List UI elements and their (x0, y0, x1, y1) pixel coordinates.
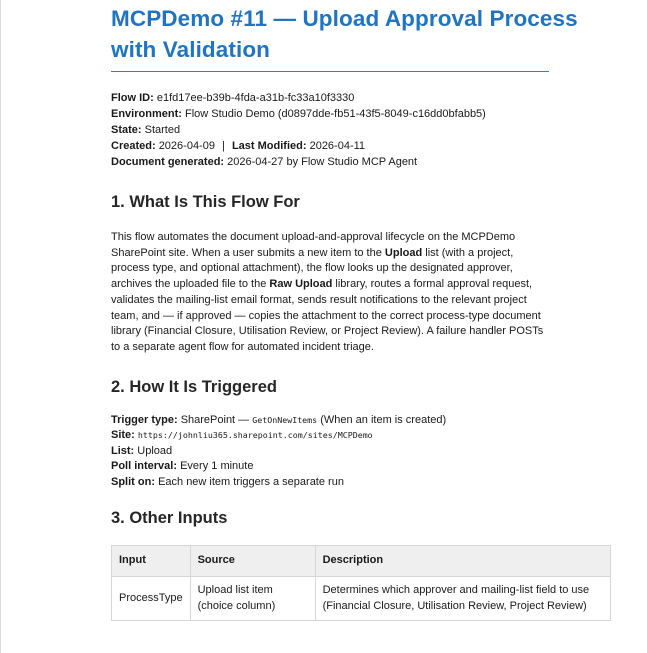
meta-generated (111, 154, 611, 170)
site-url: https://johnliu365.sharepoint.com/sites/MCPDemo (137, 430, 373, 441)
para-text-2: list (with a project, process type, and optional attachment), the flow looks up the designated approver, archives the uploaded file to the (111, 246, 514, 291)
poll-label: Poll interval: (111, 460, 178, 473)
list-label: List: (111, 444, 135, 457)
cell-source: Upload list item (choice column) (190, 577, 315, 621)
created-value: 2026-04-09 (158, 140, 215, 152)
environment-value: Flow Studio Demo (d0897dde-fb51-43f5-8049-c16dd0bfabb5) (184, 108, 486, 120)
cell-description: Determines which approver and mailing-list field to use (Financial Closure, Utilisation Review, Project Review) (315, 577, 610, 621)
para-text-3: library, routes a formal approval request, validates the mailing-list email format, sends result notifications to the relevant project team, and — if approved — copies the attachment to the correct process-type document library (Financial Closure, Utilisation Review, or Project Review). A failure handler POSTs to a separate agent flow for automated incident triage. (111, 278, 544, 353)
generated-value: 2026-04-27 by Flow Studio MCP Agent (227, 156, 418, 168)
trigger-type-text: SharePoint — (180, 413, 253, 426)
split-line (111, 475, 611, 491)
split-value: Each new item triggers a separate run (158, 475, 344, 488)
generated-label: Document generated: (111, 156, 225, 168)
section-1-heading: 1. What Is This Flow For (111, 193, 300, 211)
column-header-description: Description (315, 546, 610, 577)
flow-id-value: e1fd17ee-b39b-4fda-a31b-fc33a10f3330 (156, 92, 355, 104)
site-label: Site: (111, 429, 135, 442)
raw-upload-library-name: Raw Upload (269, 278, 333, 291)
created-label: Created: (111, 140, 156, 152)
list-line (111, 444, 611, 460)
modified-label: Last Modified: (231, 140, 307, 152)
environment-label: Environment: (111, 108, 182, 120)
site-line (111, 428, 611, 444)
modified-value: 2026-04-11 (309, 140, 366, 152)
poll-line (111, 459, 611, 475)
inputs-table (111, 545, 611, 621)
trigger-type-label: Trigger type: (111, 413, 178, 426)
trigger-operation-code: GetOnNewItems (252, 414, 318, 425)
meta-environment (111, 106, 611, 122)
meta-state (111, 122, 611, 138)
upload-list-name: Upload (384, 246, 423, 259)
document-content (111, 0, 611, 621)
flow-id-label: Flow ID: (111, 92, 154, 104)
meta-dates (111, 138, 611, 154)
cell-input: ProcessType (112, 577, 191, 621)
state-label: State: (111, 124, 142, 136)
section-3-heading: 3. Other Inputs (111, 509, 228, 528)
meta-separator: | (222, 140, 225, 152)
trigger-type-suffix: (When an item is created) (317, 413, 447, 426)
column-header-source: Source (190, 546, 315, 577)
trigger-details (111, 413, 611, 491)
section-1-paragraph (111, 230, 551, 356)
meta-flow-id (111, 90, 611, 106)
table-header-row (112, 546, 611, 577)
trigger-type-line (111, 413, 611, 429)
poll-value: Every 1 minute (180, 460, 254, 473)
state-value: Started (144, 124, 181, 136)
document-title: MCPDemo #11 — Upload Approval Process with Validation (111, 6, 578, 62)
list-value: Upload (137, 444, 173, 457)
column-header-input: Input (112, 546, 191, 577)
para-text-1: This flow automates the document upload-and-approval lifecycle on the MCPDemo SharePoint site. When a user submits a new item to the (111, 231, 516, 259)
split-label: Split on: (111, 475, 155, 488)
section-2-heading: 2. How It Is Triggered (111, 377, 277, 396)
table-row (112, 577, 611, 621)
metadata-block (111, 90, 611, 170)
title-divider (111, 71, 549, 72)
